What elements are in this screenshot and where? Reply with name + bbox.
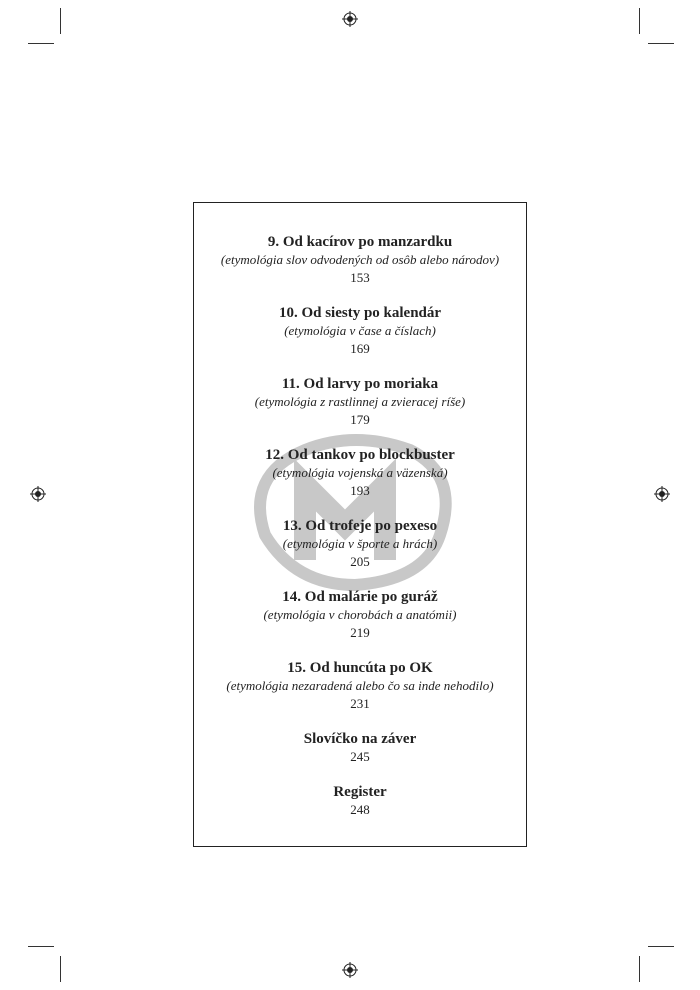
toc-entry-subtitle: (etymológia slov odvodených od osôb alebo národov)	[220, 252, 500, 267]
toc-entry	[193, 730, 527, 766]
toc-entry	[193, 304, 527, 358]
toc-entry-subtitle: (etymológia z rastlinnej a zvieracej ríše)	[254, 394, 466, 409]
registration-mark-right-icon	[654, 486, 670, 502]
toc-entry	[193, 517, 527, 571]
registration-mark-top-icon	[342, 11, 358, 27]
toc-entry	[193, 446, 527, 500]
toc-entry-title: 11. Od larvy po moriaka	[281, 376, 439, 392]
toc-entry-page-number: 205	[350, 554, 370, 569]
toc-entry-page-number: 231	[350, 696, 370, 711]
toc-entry-title: 9. Od kacírov po manzardku	[267, 234, 453, 250]
crop-mark-top-left	[60, 8, 61, 34]
registration-mark-left-icon	[30, 486, 46, 502]
toc-entry-title: Slovíčko na záver	[303, 731, 417, 747]
toc-entry-page-number: 245	[350, 749, 370, 764]
toc-entry-page-number: 179	[350, 412, 370, 427]
crop-mark-bottom-right-h	[648, 946, 674, 947]
toc-entry	[193, 375, 527, 429]
crop-mark-top-right-h	[648, 43, 674, 44]
toc-entry-title: 12. Od tankov po blockbuster	[265, 447, 455, 463]
toc-entry-page-number: 193	[350, 483, 370, 498]
toc-entry	[193, 233, 527, 287]
table-of-contents	[193, 233, 527, 836]
crop-mark-bottom-left	[60, 956, 61, 982]
toc-entry	[193, 659, 527, 713]
toc-entry-title: 10. Od siesty po kalendár	[278, 305, 442, 321]
toc-entry-subtitle: (etymológia vojenská a väzenská)	[272, 465, 448, 480]
toc-entry-title: 15. Od huncúta po OK	[287, 660, 433, 676]
toc-entry-title: 14. Od malárie po guráž	[282, 589, 438, 605]
toc-entry-subtitle: (etymológia v športe a hrách)	[282, 536, 438, 551]
toc-entry-subtitle: (etymológia v chorobách a anatómii)	[263, 607, 457, 622]
toc-entry-page-number: 219	[350, 625, 370, 640]
toc-entry-page-number: 153	[350, 270, 370, 285]
registration-mark-bottom-icon	[342, 962, 358, 978]
crop-mark-top-left-h	[28, 43, 54, 44]
crop-mark-bottom-right	[639, 956, 640, 982]
toc-entry	[193, 588, 527, 642]
toc-entry-title: 13. Od trofeje po pexeso	[282, 518, 438, 534]
toc-entry-title: Register	[333, 784, 387, 800]
crop-mark-bottom-left-h	[28, 946, 54, 947]
toc-entry-page-number: 169	[350, 341, 370, 356]
toc-entry	[193, 783, 527, 819]
crop-mark-top-right	[639, 8, 640, 34]
toc-entry-subtitle: (etymológia nezaradená alebo čo sa inde nehodilo)	[226, 678, 494, 693]
toc-entry-page-number: 248	[350, 802, 370, 817]
toc-entry-subtitle: (etymológia v čase a číslach)	[284, 323, 436, 338]
